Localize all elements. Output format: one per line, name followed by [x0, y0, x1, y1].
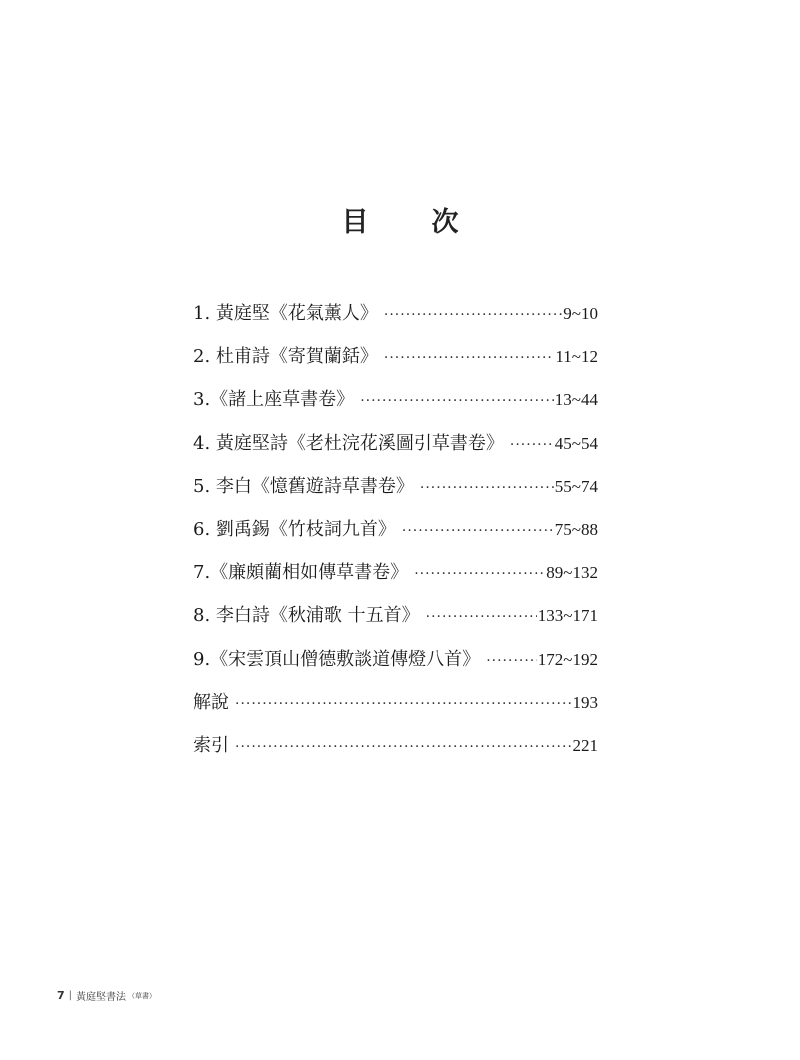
toc-entry-pages: 9~10	[563, 304, 598, 323]
toc-entry-pages: 75~88	[554, 519, 598, 539]
toc-entry-title: 7.《廉頗藺相如傳草書卷》	[193, 562, 409, 584]
toc-entry-title: 2. 杜甫詩《寄賀蘭銛》	[193, 346, 378, 368]
table-of-contents	[193, 296, 598, 771]
toc-leader-dots	[384, 297, 562, 333]
toc-leader-dots	[235, 686, 572, 722]
toc-leader-dots	[486, 643, 537, 679]
toc-leader-dots	[414, 556, 545, 592]
toc-entry-title: 6. 劉禹錫《竹枝詞九首》	[193, 518, 396, 540]
toc-leader-dots	[510, 427, 554, 463]
toc-entry-title: 4. 黃庭堅詩《老杜浣花溪圖引草書卷》	[193, 432, 504, 454]
toc-entry-8[interactable]	[193, 598, 598, 641]
toc-entry-pages: 13~44	[554, 390, 598, 410]
toc-entry-pages: 11~12	[555, 347, 598, 367]
toc-entry-title: 9.《宋雲頂山僧德敷談道傳燈八首》	[193, 648, 481, 670]
toc-entry-pages: 221	[572, 735, 598, 755]
toc-leader-dots	[384, 340, 555, 376]
toc-entry-commentary[interactable]	[193, 685, 598, 728]
toc-entry-title: 解說	[193, 691, 229, 713]
book-title: 黃庭堅書法	[76, 992, 127, 1003]
toc-entry-pages: 193	[572, 692, 598, 712]
book-subtitle: （草書）	[128, 991, 157, 1000]
footer-separator: |	[68, 990, 73, 1001]
toc-entry-title: 索引	[193, 734, 229, 756]
toc-leader-dots	[420, 470, 554, 506]
toc-entry-title: 1. 黃庭堅《花氣薰人》	[193, 303, 378, 324]
page-title: 目 次	[341, 207, 477, 238]
toc-entry-2[interactable]	[193, 339, 598, 382]
toc-leader-dots	[426, 599, 537, 635]
page-number: 7	[57, 989, 65, 1002]
toc-entry-pages: 89~132	[546, 563, 598, 583]
toc-entry-pages: 172~192	[537, 649, 598, 669]
toc-leader-dots	[235, 729, 572, 765]
toc-entry-9[interactable]	[193, 642, 598, 685]
toc-entry-pages: 133~171	[537, 606, 598, 626]
toc-entry-6[interactable]	[193, 512, 598, 555]
toc-entry-1[interactable]	[193, 296, 598, 339]
toc-entry-5[interactable]	[193, 469, 598, 512]
toc-entry-title: 3.《諸上座草書卷》	[193, 389, 355, 411]
toc-entry-title: 5. 李白《憶舊遊詩草書卷》	[193, 475, 414, 497]
toc-leader-dots	[360, 383, 554, 419]
toc-entry-index[interactable]	[193, 728, 598, 771]
toc-entry-pages: 45~54	[554, 433, 598, 453]
toc-entry-pages: 55~74	[554, 476, 598, 496]
page-footer	[57, 988, 156, 1003]
toc-leader-dots	[402, 513, 554, 549]
toc-entry-7[interactable]	[193, 555, 598, 598]
toc-entry-title: 8. 李白詩《秋浦歌 十五首》	[193, 605, 420, 627]
toc-entry-4[interactable]	[193, 426, 598, 469]
toc-entry-3[interactable]	[193, 382, 598, 425]
